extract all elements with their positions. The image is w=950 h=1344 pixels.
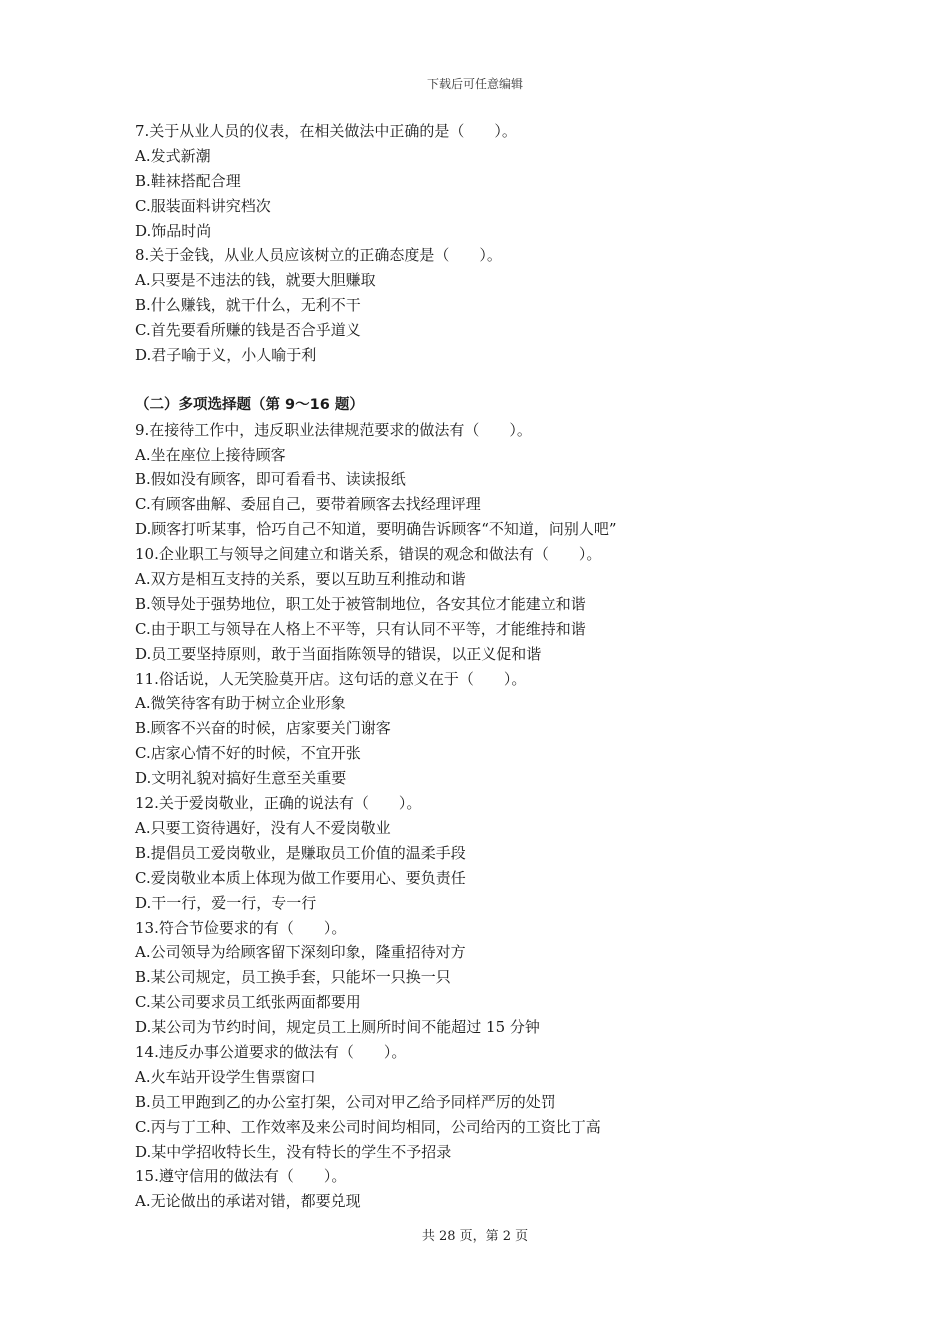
- option-line: A.只要是不违法的钱，就要大胆赚取: [135, 271, 376, 290]
- option-line: D.干一行，爱一行，专一行: [135, 893, 317, 912]
- option-line: A.坐在座位上接待顾客: [135, 445, 286, 464]
- option-line: B.什么赚钱，就干什么，无利不干: [135, 296, 361, 315]
- option-line: C.由于职工与领导在人格上不平等，只有认同不平等，才能维持和谐: [135, 619, 586, 638]
- option-line: B.顾客不兴奋的时候，店家要关门谢客: [135, 719, 391, 738]
- option-line: C.有顾客曲解、委屈自己，要带着顾客去找经理评理: [135, 495, 481, 514]
- option-line: C.店家心情不好的时候，不宜开张: [135, 744, 361, 763]
- option-line: D.君子喻于义，小人喻于利: [135, 346, 317, 365]
- multiple-choice-questions: [135, 418, 835, 1215]
- option-line: D.员工要坚持原则，敢于当面指陈领导的错误，以正义促和谐: [135, 644, 542, 663]
- single-choice-questions: [135, 119, 835, 368]
- option-line: D.文明礼貌对搞好生意至关重要: [135, 769, 347, 788]
- question-line: 8.关于金钱，从业人员应该树立的正确态度是（ ）。: [135, 246, 502, 265]
- option-line: B.提倡员工爱岗敬业，是赚取员工价值的温柔手段: [135, 843, 466, 862]
- option-line: A.火车站开设学生售票窗口: [135, 1067, 316, 1086]
- option-line: B.假如没有顾客，即可看看书、读读报纸: [135, 470, 406, 489]
- option-line: A.只要工资待遇好，没有人不爱岗敬业: [135, 818, 391, 837]
- page-header: 下载后可任意编辑: [426, 77, 523, 91]
- section-title: （二）多项选择题（第 9～16 题）: [135, 396, 364, 413]
- option-line: B.某公司规定，员工换手套，只能坏一只换一只: [135, 968, 451, 987]
- question-content: [135, 119, 835, 1214]
- section-gap: [135, 368, 835, 393]
- option-line: D.某中学招收特长生，没有特长的学生不予招录: [135, 1142, 452, 1161]
- option-line: B.鞋袜搭配合理: [135, 171, 241, 190]
- page-footer: 共 28 页，第 2 页: [421, 1229, 529, 1244]
- option-line: C.服装面料讲究档次: [135, 196, 271, 215]
- question-line: 11.俗话说，人无笑脸莫开店。这句话的意义在于（ ）。: [135, 669, 527, 688]
- option-line: A.发式新潮: [135, 146, 211, 165]
- question-line: 15.遵守信用的做法有（ ）。: [135, 1167, 347, 1186]
- question-line: 14.违反办事公道要求的做法有（ ）。: [135, 1042, 407, 1061]
- option-line: C.某公司要求员工纸张两面都要用: [135, 993, 361, 1012]
- option-line: A.公司领导为给顾客留下深刻印象，隆重招待对方: [135, 943, 466, 962]
- option-line: C.首先要看所赚的钱是否合乎道义: [135, 321, 361, 340]
- option-line: A.双方是相互支持的关系，要以互助互利推动和谐: [135, 570, 466, 589]
- option-line: D.顾客打听某事，恰巧自己不知道，要明确告诉顾客“不知道，问别人吧”: [135, 520, 617, 539]
- option-line: A.无论做出的承诺对错，都要兑现: [135, 1192, 361, 1211]
- option-line: A.微笑待客有助于树立企业形象: [135, 694, 346, 713]
- option-line: B.领导处于强势地位，职工处于被管制地位，各安其位才能建立和谐: [135, 594, 586, 613]
- option-line: B.员工甲跑到乙的办公室打架，公司对甲乙给予同样严厉的处罚: [135, 1092, 556, 1111]
- option-line: C.爱岗敬业本质上体现为做工作要用心、要负责任: [135, 868, 466, 887]
- option-line: D.某公司为节约时间，规定员工上厕所时间不能超过 15 分钟: [135, 1018, 540, 1037]
- option-line: D.饰品时尚: [135, 221, 212, 240]
- option-line: C.丙与丁工种、工作效率及来公司时间均相同，公司给丙的工资比丁高: [135, 1117, 601, 1136]
- question-line: 12.关于爱岗敬业，正确的说法有（ ）。: [135, 794, 422, 813]
- question-line: 10.企业职工与领导之间建立和谐关系，错误的观念和做法有（ ）。: [135, 545, 602, 564]
- question-line: 7.关于从业人员的仪表，在相关做法中正确的是（ ）。: [135, 122, 517, 140]
- question-line: 13.符合节俭要求的有（ ）。: [135, 918, 347, 937]
- question-line: 9.在接待工作中，违反职业法律规范要求的做法有（ ）。: [135, 420, 532, 439]
